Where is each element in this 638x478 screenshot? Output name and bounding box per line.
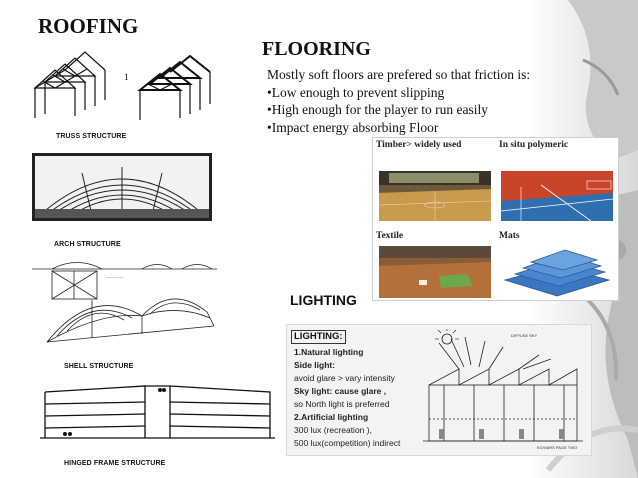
lighting-line: 1.Natural lighting [294, 347, 364, 357]
floor-type-label-polymeric: In situ polymeric [499, 140, 569, 150]
diagram-caption: ECHAIRS PAGE TWO [537, 445, 578, 450]
floor-type-label-mats: Mats [499, 231, 520, 241]
flooring-point: •Impact energy absorbing Floor [267, 119, 439, 135]
arch-structure-drawing [32, 153, 212, 226]
flooring-point: •Low enough to prevent slipping [267, 84, 445, 100]
lighting-panel-title: LIGHTING: [291, 330, 346, 344]
lighting-line: 300 lux (recreation ), [294, 425, 372, 435]
timber-floor-image [379, 171, 491, 221]
hinged-frame-drawing [40, 380, 275, 447]
diagram-top-label: DIFFUSE SKY [511, 333, 538, 338]
roofing-title: ROOFING [38, 14, 139, 38]
arch-caption: ARCH STRUCTURE [54, 241, 121, 248]
floor-type-label-timber: Timber> widely used [376, 140, 462, 150]
truss-number: 1 [124, 72, 129, 82]
lighting-line: avoid glare > vary intensity [294, 373, 395, 383]
shell-caption: SHELL STRUCTURE [64, 363, 134, 370]
polymeric-court-image [501, 171, 613, 221]
lighting-panel [286, 324, 592, 456]
floor-types-panel [372, 137, 619, 301]
mats-image [501, 246, 613, 298]
flooring-intro: Mostly soft floors are prefered so that friction is: [267, 67, 531, 82]
lighting-line: 2.Artificial lighting [294, 412, 369, 422]
truss-caption: TRUSS STRUCTURE [56, 133, 127, 140]
flooring-point: •High enough for the player to run easily [267, 102, 489, 117]
lighting-line: Sky light: cause glare , [294, 386, 387, 396]
lighting-line: Side light: [294, 360, 336, 370]
lighting-line: 500 lux(competition) indirect [294, 438, 401, 448]
shell-structure-drawing [32, 256, 222, 353]
flooring-title: FLOORING [262, 38, 371, 60]
textile-floor-image [379, 246, 491, 298]
lighting-section-diagram [419, 329, 587, 451]
truss-structure-drawing [30, 48, 220, 128]
svg-text:—— ——: —— —— [106, 274, 124, 279]
lighting-line: so North light is preferred [294, 399, 390, 409]
hinged-caption: HINGED FRAME STRUCTURE [64, 460, 166, 467]
lighting-title: LIGHTING [290, 292, 357, 308]
floor-type-label-textile: Textile [376, 231, 404, 241]
flooring-description [267, 66, 530, 136]
